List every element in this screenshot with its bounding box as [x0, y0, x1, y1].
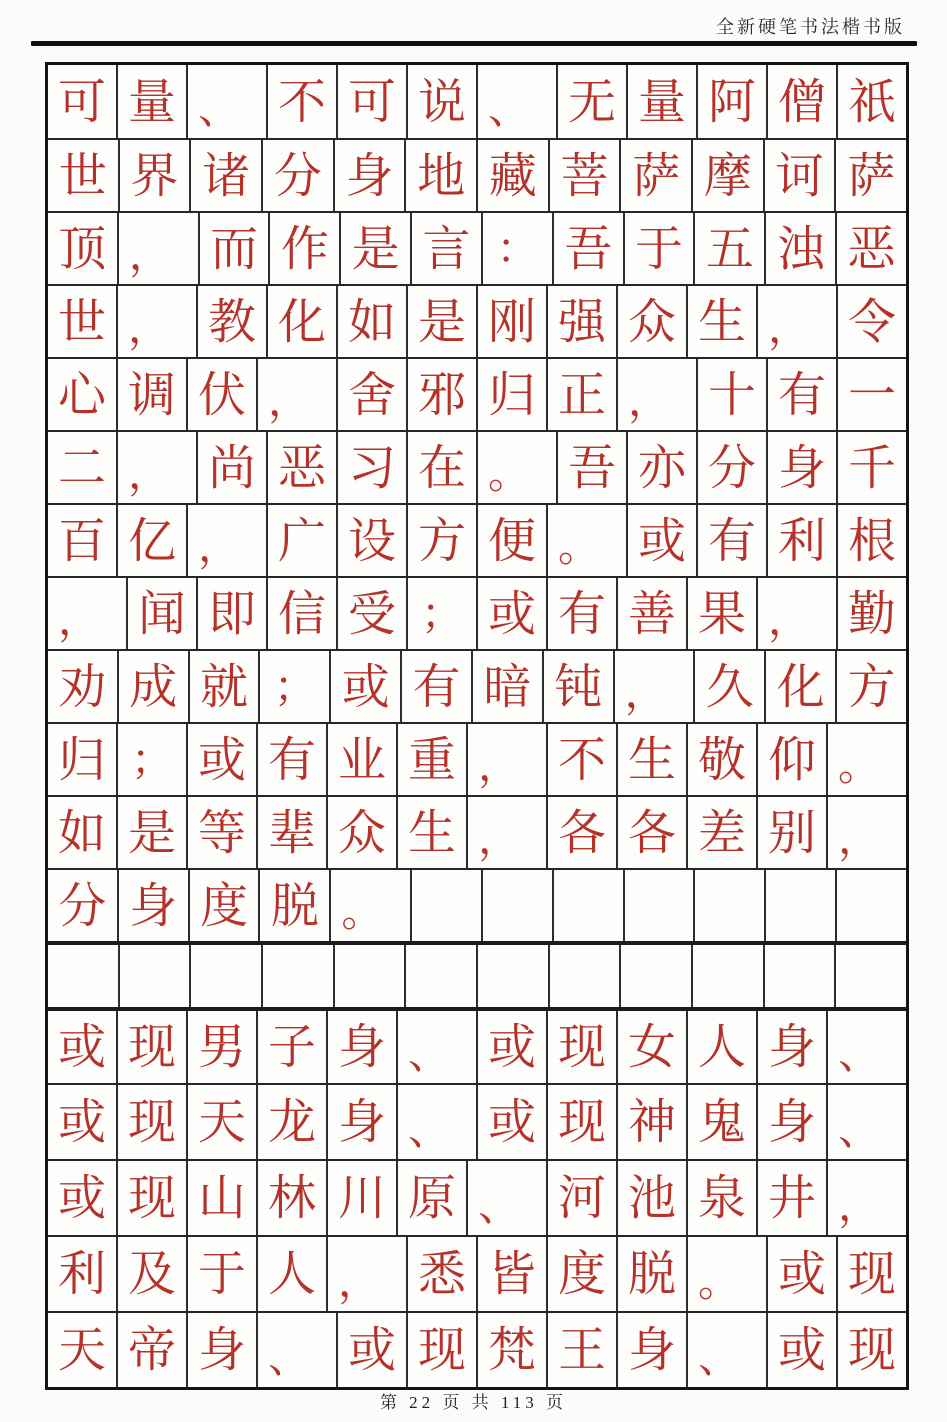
grid-cell: 在	[406, 432, 476, 503]
grid-cell: 吾	[552, 213, 623, 284]
grid-cell: 泉	[686, 1161, 756, 1235]
grid-cell: 方	[835, 651, 906, 722]
grid-cell: ，	[256, 359, 336, 430]
grid-cell: 无	[556, 65, 626, 138]
grid-cell: 信	[266, 578, 336, 649]
grid-cell: 分	[261, 140, 333, 211]
grid-cell: 及	[116, 1237, 186, 1311]
grid-cell: 就	[188, 651, 259, 722]
grid-cell: 敬	[686, 724, 756, 795]
grid-cell: ，	[826, 1161, 906, 1235]
grid-cell: 或	[336, 1313, 406, 1387]
grid-cell-empty	[48, 945, 118, 1007]
grid-cell: 受	[336, 578, 406, 649]
grid-cell: 于	[623, 213, 694, 284]
grid-cell: 钝	[542, 651, 613, 722]
page-number: 第 22 页 共 113 页	[379, 1393, 568, 1412]
grid-cell: 辈	[256, 797, 326, 868]
grid-row	[48, 503, 906, 576]
grid-row	[48, 357, 906, 430]
grid-cell: 龙	[256, 1085, 326, 1159]
grid-cell: 亦	[626, 432, 696, 503]
grid-cell-empty	[619, 945, 691, 1007]
grid-cell: ，	[466, 724, 546, 795]
grid-cell: 现	[116, 1161, 186, 1235]
grid-cell: 习	[336, 432, 406, 503]
grid-separator-row	[48, 941, 906, 1007]
grid-cell: 归	[476, 359, 546, 430]
grid-cell: 或	[766, 1313, 836, 1387]
grid-cell: 尚	[196, 432, 266, 503]
grid-cell: ，	[826, 797, 906, 868]
grid-cell: 别	[756, 797, 826, 868]
grid-cell-empty	[481, 870, 552, 941]
grid-cell: 邪	[406, 359, 476, 430]
grid-cell-empty	[693, 870, 764, 941]
grid-cell: 人	[686, 1011, 756, 1083]
grid-cell: 恶	[835, 213, 906, 284]
grid-cell: 身	[333, 140, 405, 211]
grid-cell: 亿	[116, 505, 186, 576]
grid-cell: 化	[266, 286, 336, 357]
grid-cell-empty	[691, 945, 763, 1007]
grid-cell: 重	[396, 724, 466, 795]
grid-cell: 藏	[476, 140, 548, 211]
grid-cell: 成	[117, 651, 188, 722]
grid-cell: 劝	[58, 658, 107, 715]
grid-cell: ，	[613, 651, 694, 722]
grid-cell: 五	[693, 213, 764, 284]
grid-cell: 分	[696, 432, 766, 503]
grid-cell: 浊	[764, 213, 835, 284]
grid-cell: 林	[256, 1161, 326, 1235]
grid-cell: 川	[326, 1161, 396, 1235]
grid-cell: 闻	[126, 578, 196, 649]
grid-row	[48, 138, 906, 211]
grid-row	[48, 1235, 906, 1311]
grid-cell: 男	[186, 1011, 256, 1083]
grid-cell: 悉	[406, 1237, 476, 1311]
grid-cell: 可	[57, 73, 106, 130]
grid-row	[48, 722, 906, 795]
grid-cell: 众	[616, 286, 686, 357]
grid-cell: 不	[546, 724, 616, 795]
grid-row	[48, 1159, 906, 1235]
grid-cell: 即	[196, 578, 266, 649]
grid-cell: 脱	[258, 870, 329, 941]
grid-cell: ，	[756, 578, 836, 649]
grid-cell: 身	[616, 1313, 686, 1387]
grid-cell: 顶	[58, 220, 107, 277]
grid-cell: 利	[766, 505, 836, 576]
grid-cell-empty	[118, 945, 190, 1007]
grid-cell: 现	[116, 1011, 186, 1083]
grid-cell: 是	[406, 286, 476, 357]
grid-row	[48, 868, 906, 941]
grid-cell: 祇	[836, 65, 906, 138]
grid-cell: 不	[266, 65, 336, 138]
grid-cell: 或	[626, 505, 696, 576]
grid-row	[48, 1311, 906, 1387]
grid-cell: ，	[116, 432, 196, 503]
grid-cell: 说	[406, 65, 476, 138]
grid-cell: 如	[57, 804, 106, 861]
grid-cell: 或	[57, 1019, 106, 1075]
grid-cell: 有	[766, 359, 836, 430]
grid-cell: ；	[116, 724, 186, 795]
grid-cell: 是	[339, 213, 410, 284]
grid-row	[48, 430, 906, 503]
grid-cell: 生	[616, 724, 686, 795]
grid-cell: 教	[196, 286, 266, 357]
grid-cell: 、	[466, 1161, 546, 1235]
grid-cell: 池	[616, 1161, 686, 1235]
grid-cell: 有	[546, 578, 616, 649]
grid-cell: 女	[616, 1011, 686, 1083]
grid-cell: 脱	[616, 1237, 686, 1311]
grid-cell-empty	[404, 945, 476, 1007]
grid-cell: ，	[116, 286, 196, 357]
grid-cell: 、	[186, 65, 266, 138]
grid-cell: 或	[766, 1237, 836, 1311]
grid-cell: 、	[826, 1085, 906, 1159]
grid-cell: 界	[118, 140, 190, 211]
grid-cell: 。	[476, 432, 556, 503]
grid-cell: 摩	[691, 140, 763, 211]
grid-cell: 化	[764, 651, 835, 722]
copybook-grid	[45, 62, 909, 1390]
grid-cell: 广	[266, 505, 336, 576]
grid-cell-empty	[548, 945, 620, 1007]
grid-cell: 千	[836, 432, 906, 503]
grid-cell: 鬼	[686, 1085, 756, 1159]
grid-cell-empty	[552, 870, 623, 941]
grid-cell: 人	[256, 1237, 326, 1311]
grid-cell: 调	[116, 359, 186, 430]
grid-cell: 世	[58, 147, 107, 204]
grid-cell: 诃	[763, 140, 835, 211]
grid-cell: 僧	[766, 65, 836, 138]
grid-cell: 归	[57, 731, 106, 788]
grid-row	[48, 65, 906, 138]
grid-row	[48, 649, 906, 722]
grid-cell: 、	[826, 1011, 906, 1083]
grid-cell: ，	[466, 797, 546, 868]
grid-cell: 身	[326, 1011, 396, 1083]
grid-cell: 阿	[696, 65, 766, 138]
grid-cell: 身	[756, 1011, 826, 1083]
grid-cell: 或	[186, 724, 256, 795]
grid-cell: 久	[693, 651, 764, 722]
grid-cell: 。	[686, 1237, 766, 1311]
grid-row	[48, 284, 906, 357]
grid-cell: 、	[256, 1313, 336, 1387]
grid-cell: 萨	[619, 140, 691, 211]
grid-cell: 强	[546, 286, 616, 357]
grid-cell: 神	[616, 1085, 686, 1159]
grid-cell: 言	[410, 213, 481, 284]
grid-cell: 。	[826, 724, 906, 795]
grid-row	[48, 1083, 906, 1159]
grid-cell: ，	[117, 213, 198, 284]
grid-cell: 现	[546, 1011, 616, 1083]
grid-cell: 善	[616, 578, 686, 649]
grid-cell-empty	[835, 870, 906, 941]
grid-cell: 刚	[476, 286, 546, 357]
grid-cell: 、	[686, 1313, 766, 1387]
grid-cell: 现	[406, 1313, 476, 1387]
grid-cell: 原	[396, 1161, 466, 1235]
grid-cell: 而	[198, 213, 269, 284]
grid-cell: 身	[756, 1085, 826, 1159]
grid-cell: 二	[57, 439, 106, 496]
grid-cell: 度	[546, 1237, 616, 1311]
grid-cell: 天	[186, 1085, 256, 1159]
grid-cell: 便	[476, 505, 546, 576]
grid-cell: 诸	[189, 140, 261, 211]
grid-cell: 百	[57, 512, 106, 569]
grid-cell: 众	[326, 797, 396, 868]
grid-row	[48, 211, 906, 284]
grid-cell: ：	[481, 213, 552, 284]
grid-cell: 或	[57, 1094, 106, 1150]
grid-cell: 菩	[548, 140, 620, 211]
grid-cell: 舍	[336, 359, 406, 430]
grid-cell: 量	[626, 65, 696, 138]
grid-cell: 如	[336, 286, 406, 357]
grid-cell: 令	[836, 286, 906, 357]
grid-cell: ，	[58, 595, 101, 644]
grid-cell: 萨	[834, 140, 906, 211]
grid-cell: 身	[117, 870, 188, 941]
grid-cell: 或	[57, 1170, 106, 1226]
grid-cell-empty	[476, 945, 548, 1007]
grid-cell: 是	[116, 797, 186, 868]
grid-cell: ，	[756, 286, 836, 357]
grid-cell-empty	[764, 870, 835, 941]
grid-cell: 梵	[476, 1313, 546, 1387]
grid-cell: 现	[836, 1313, 906, 1387]
grid-cell: 身	[766, 432, 836, 503]
grid-cell: 恶	[266, 432, 336, 503]
grid-cell-empty	[763, 945, 835, 1007]
grid-cell: 心	[57, 366, 106, 423]
grid-cell-empty	[333, 945, 405, 1007]
grid-cell: 正	[546, 359, 616, 430]
grid-cell: 或	[329, 651, 400, 722]
grid-cell: 或	[476, 1085, 546, 1159]
grid-cell: ；	[258, 651, 329, 722]
grid-cell: 现	[116, 1085, 186, 1159]
grid-cell: 王	[546, 1313, 616, 1387]
grid-cell: 吾	[556, 432, 626, 503]
grid-cell: 度	[188, 870, 259, 941]
grid-cell: 、	[396, 1011, 476, 1083]
grid-cell: 一	[836, 359, 906, 430]
grid-cell: 井	[756, 1161, 826, 1235]
grid-cell: 现	[836, 1237, 906, 1311]
grid-cell: 帝	[116, 1313, 186, 1387]
grid-cell: 可	[336, 65, 406, 138]
grid-cell: 根	[836, 505, 906, 576]
grid-cell: ；	[406, 578, 476, 649]
grid-cell: ，	[186, 505, 266, 576]
grid-cell: 设	[336, 505, 406, 576]
grid-cell: 十	[696, 359, 766, 430]
grid-cell: 、	[396, 1085, 476, 1159]
grid-cell: 作	[268, 213, 339, 284]
grid-cell: 河	[546, 1161, 616, 1235]
grid-cell: 。	[329, 870, 410, 941]
grid-cell: 量	[116, 65, 186, 138]
grid-cell: 现	[546, 1085, 616, 1159]
grid-cell-empty	[189, 945, 261, 1007]
grid-cell: 子	[256, 1011, 326, 1083]
grid-cell: ，	[326, 1237, 406, 1311]
grid-cell: 方	[406, 505, 476, 576]
grid-cell-empty	[410, 870, 481, 941]
grid-cell: 身	[326, 1085, 396, 1159]
grid-row	[48, 1007, 906, 1083]
grid-cell: 等	[186, 797, 256, 868]
grid-cell: 暗	[471, 651, 542, 722]
grid-cell: 天	[57, 1322, 106, 1378]
grid-cell: 各	[616, 797, 686, 868]
grid-cell: 分	[58, 877, 107, 934]
grid-cell-empty	[261, 945, 333, 1007]
grid-cell: 有	[696, 505, 766, 576]
grid-cell-empty	[623, 870, 694, 941]
grid-cell: 各	[546, 797, 616, 868]
grid-cell: 有	[256, 724, 326, 795]
grid-cell: ，	[616, 359, 696, 430]
grid-cell: 生	[396, 797, 466, 868]
grid-cell: 差	[686, 797, 756, 868]
grid-cell: 或	[476, 1011, 546, 1083]
grid-cell: 身	[186, 1313, 256, 1387]
grid-cell: 、	[476, 65, 556, 138]
grid-row	[48, 576, 906, 649]
grid-cell: 山	[186, 1161, 256, 1235]
header-rule	[31, 41, 917, 46]
grid-cell: 伏	[186, 359, 256, 430]
grid-row	[48, 795, 906, 868]
grid-cell: 于	[186, 1237, 256, 1311]
header-title: 全新硬笔书法楷书版	[716, 17, 905, 37]
grid-cell: 果	[686, 578, 756, 649]
grid-cell: 仰	[756, 724, 826, 795]
grid-cell: 生	[686, 286, 756, 357]
grid-cell: 业	[326, 724, 396, 795]
grid-cell: 地	[404, 140, 476, 211]
grid-cell: 勤	[836, 578, 906, 649]
grid-cell: 有	[400, 651, 471, 722]
grid-cell-empty	[834, 945, 906, 1007]
grid-cell: 利	[57, 1246, 106, 1302]
grid-cell: 。	[546, 505, 626, 576]
grid-cell: 皆	[476, 1237, 546, 1311]
grid-cell: 世	[57, 293, 106, 350]
grid-cell: 或	[476, 578, 546, 649]
